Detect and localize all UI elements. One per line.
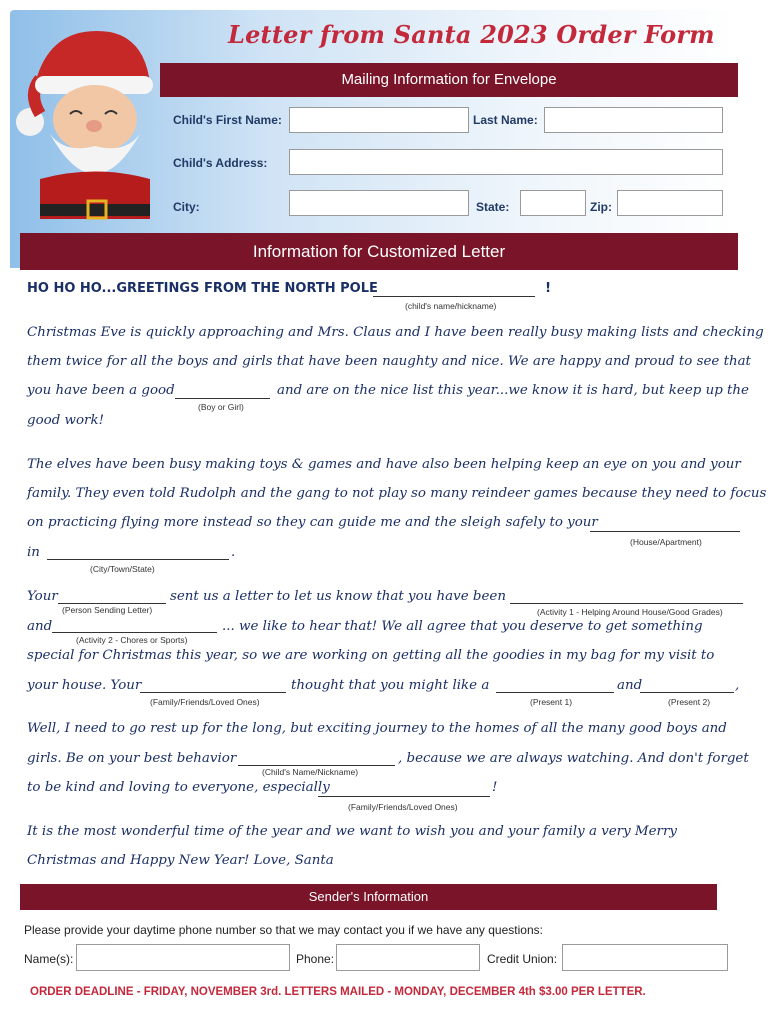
customized-letter-banner: Information for Customized Letter: [20, 233, 738, 270]
zip-field[interactable]: [617, 190, 723, 216]
present2-blank[interactable]: [640, 692, 734, 693]
sender-instructions: Please provide your daytime phone number so that we may contact you if we have any questions:: [24, 923, 543, 937]
activity1-blank[interactable]: [510, 603, 743, 604]
address-field[interactable]: [289, 149, 723, 175]
paragraph1-line3-end: and are on the nice list this year...we know it is hard, but keep up the: [277, 383, 749, 398]
paragraph2-line4-end: .: [231, 545, 236, 560]
activity1-caption: (Activity 1 - Helping Around House/Good Grades): [537, 607, 723, 617]
paragraph4-line1: Well, I need to go rest up for the long, but exciting journey to the homes of all the many good boys and: [27, 721, 727, 736]
present1-caption: (Present 1): [530, 697, 573, 707]
paragraph4-line2-end: , because we are always watching. And don't forget: [398, 751, 749, 766]
paragraph3-line3: special for Christmas this year, so we are working on getting all the goodies in my bag for my visit to: [27, 648, 715, 663]
paragraph2-line4-start: in: [27, 545, 40, 560]
last-name-label: Last Name:: [473, 113, 538, 127]
state-label: State:: [476, 200, 510, 214]
city-town-blank[interactable]: [47, 559, 229, 560]
last-name-field[interactable]: [544, 107, 723, 133]
address-label: Child's Address:: [173, 156, 268, 170]
paragraph3-line2-start: and: [27, 619, 53, 634]
phone-label: Phone:: [296, 952, 335, 966]
sender-caption: (Person Sending Letter): [62, 605, 153, 615]
mailing-info-banner: Mailing Information for Envelope: [160, 63, 738, 97]
paragraph5-line1: It is the most wonderful time of the year and we want to wish you and your family a very Merry: [27, 824, 677, 839]
boy-girl-caption: (Boy or Girl): [198, 402, 244, 412]
paragraph1-line3-start: you have been a good: [27, 383, 175, 398]
paragraph3-line1-start: Your: [27, 589, 58, 604]
paragraph5-line2: Christmas and Happy New Year! Love, Santa: [27, 853, 334, 868]
city-town-caption: (City/Town/State): [90, 564, 155, 574]
present1-blank[interactable]: [496, 692, 614, 693]
santa-illustration: [10, 14, 160, 224]
names-field[interactable]: [76, 944, 290, 971]
paragraph1-line4: good work!: [27, 413, 104, 428]
paragraph4-line3-start: to be kind and loving to everyone, especially: [27, 780, 330, 795]
family-caption: (Family/Friends/Loved Ones): [150, 697, 260, 707]
house-blank[interactable]: [590, 531, 740, 532]
paragraph1-line2: them twice for all the boys and girls that have been naughty and nice. We are happy and proud to see that: [27, 354, 751, 369]
credit-union-label: Credit Union:: [487, 952, 558, 966]
paragraph2-line1: The elves have been busy making toys & games and have also been helping keep an eye on you and your: [27, 457, 741, 472]
paragraph3-line4-start: your house. Your: [27, 678, 142, 693]
paragraph3-line4-mid: thought that you might like a: [291, 678, 490, 693]
house-caption: (House/Apartment): [630, 537, 702, 547]
sender-info-banner: Sender's Information: [20, 884, 717, 910]
paragraph4-line3-end: !: [492, 780, 498, 795]
family2-caption: (Family/Friends/Loved Ones): [348, 802, 458, 812]
city-field[interactable]: [289, 190, 469, 216]
activity2-blank[interactable]: [52, 632, 217, 633]
boy-girl-blank[interactable]: [175, 398, 270, 399]
first-name-field[interactable]: [289, 107, 469, 133]
first-name-label: Child's First Name:: [173, 113, 282, 127]
greeting-exclamation: !: [545, 281, 552, 296]
paragraph3-line1-end: sent us a letter to let us know that you have been: [170, 589, 506, 604]
paragraph1-line1: Christmas Eve is quickly approaching and Mrs. Claus and I have been really busy making lists and checking: [27, 325, 764, 340]
greeting-text: HO HO HO...GREETINGS FROM THE NORTH POLE: [27, 281, 378, 296]
credit-union-field[interactable]: [562, 944, 728, 971]
state-field[interactable]: [520, 190, 586, 216]
paragraph3-line4-comma: ,: [735, 678, 740, 693]
paragraph3-line2-end: ... we like to hear that! We all agree that you deserve to get something: [222, 619, 703, 634]
family2-blank[interactable]: [318, 796, 490, 797]
sender-blank[interactable]: [58, 603, 166, 604]
child-nickname-blank[interactable]: [238, 765, 395, 766]
family-blank[interactable]: [140, 692, 286, 693]
paragraph3-line4-and: and: [617, 678, 643, 693]
paragraph2-line2: family. They even told Rudolph and the gang to not play so many reindeer games because they need to focus: [27, 486, 767, 501]
zip-label: Zip:: [590, 200, 612, 214]
order-deadline-footer: ORDER DEADLINE - FRIDAY, NOVEMBER 3rd. LETTERS MAILED - MONDAY, DECEMBER 4th $3.00 PER LETTER.: [30, 986, 646, 998]
paragraph2-line3: on practicing flying more instead so they can guide me and the sleigh safely to your: [27, 515, 598, 530]
phone-field[interactable]: [336, 944, 480, 971]
city-label: City:: [173, 200, 200, 214]
paragraph4-line2-start: girls. Be on your best behavior: [27, 751, 237, 766]
child-name-caption: (child's name/hickname): [405, 301, 497, 311]
names-label: Name(s):: [24, 952, 74, 966]
form-title: Letter from Santa 2023 Order Form: [228, 20, 715, 49]
child-name-blank[interactable]: [373, 296, 535, 297]
activity2-caption: (Activity 2 - Chores or Sports): [76, 635, 188, 645]
present2-caption: (Present 2): [668, 697, 711, 707]
child-nickname-caption: (Child's Name/Nickname): [262, 767, 359, 777]
